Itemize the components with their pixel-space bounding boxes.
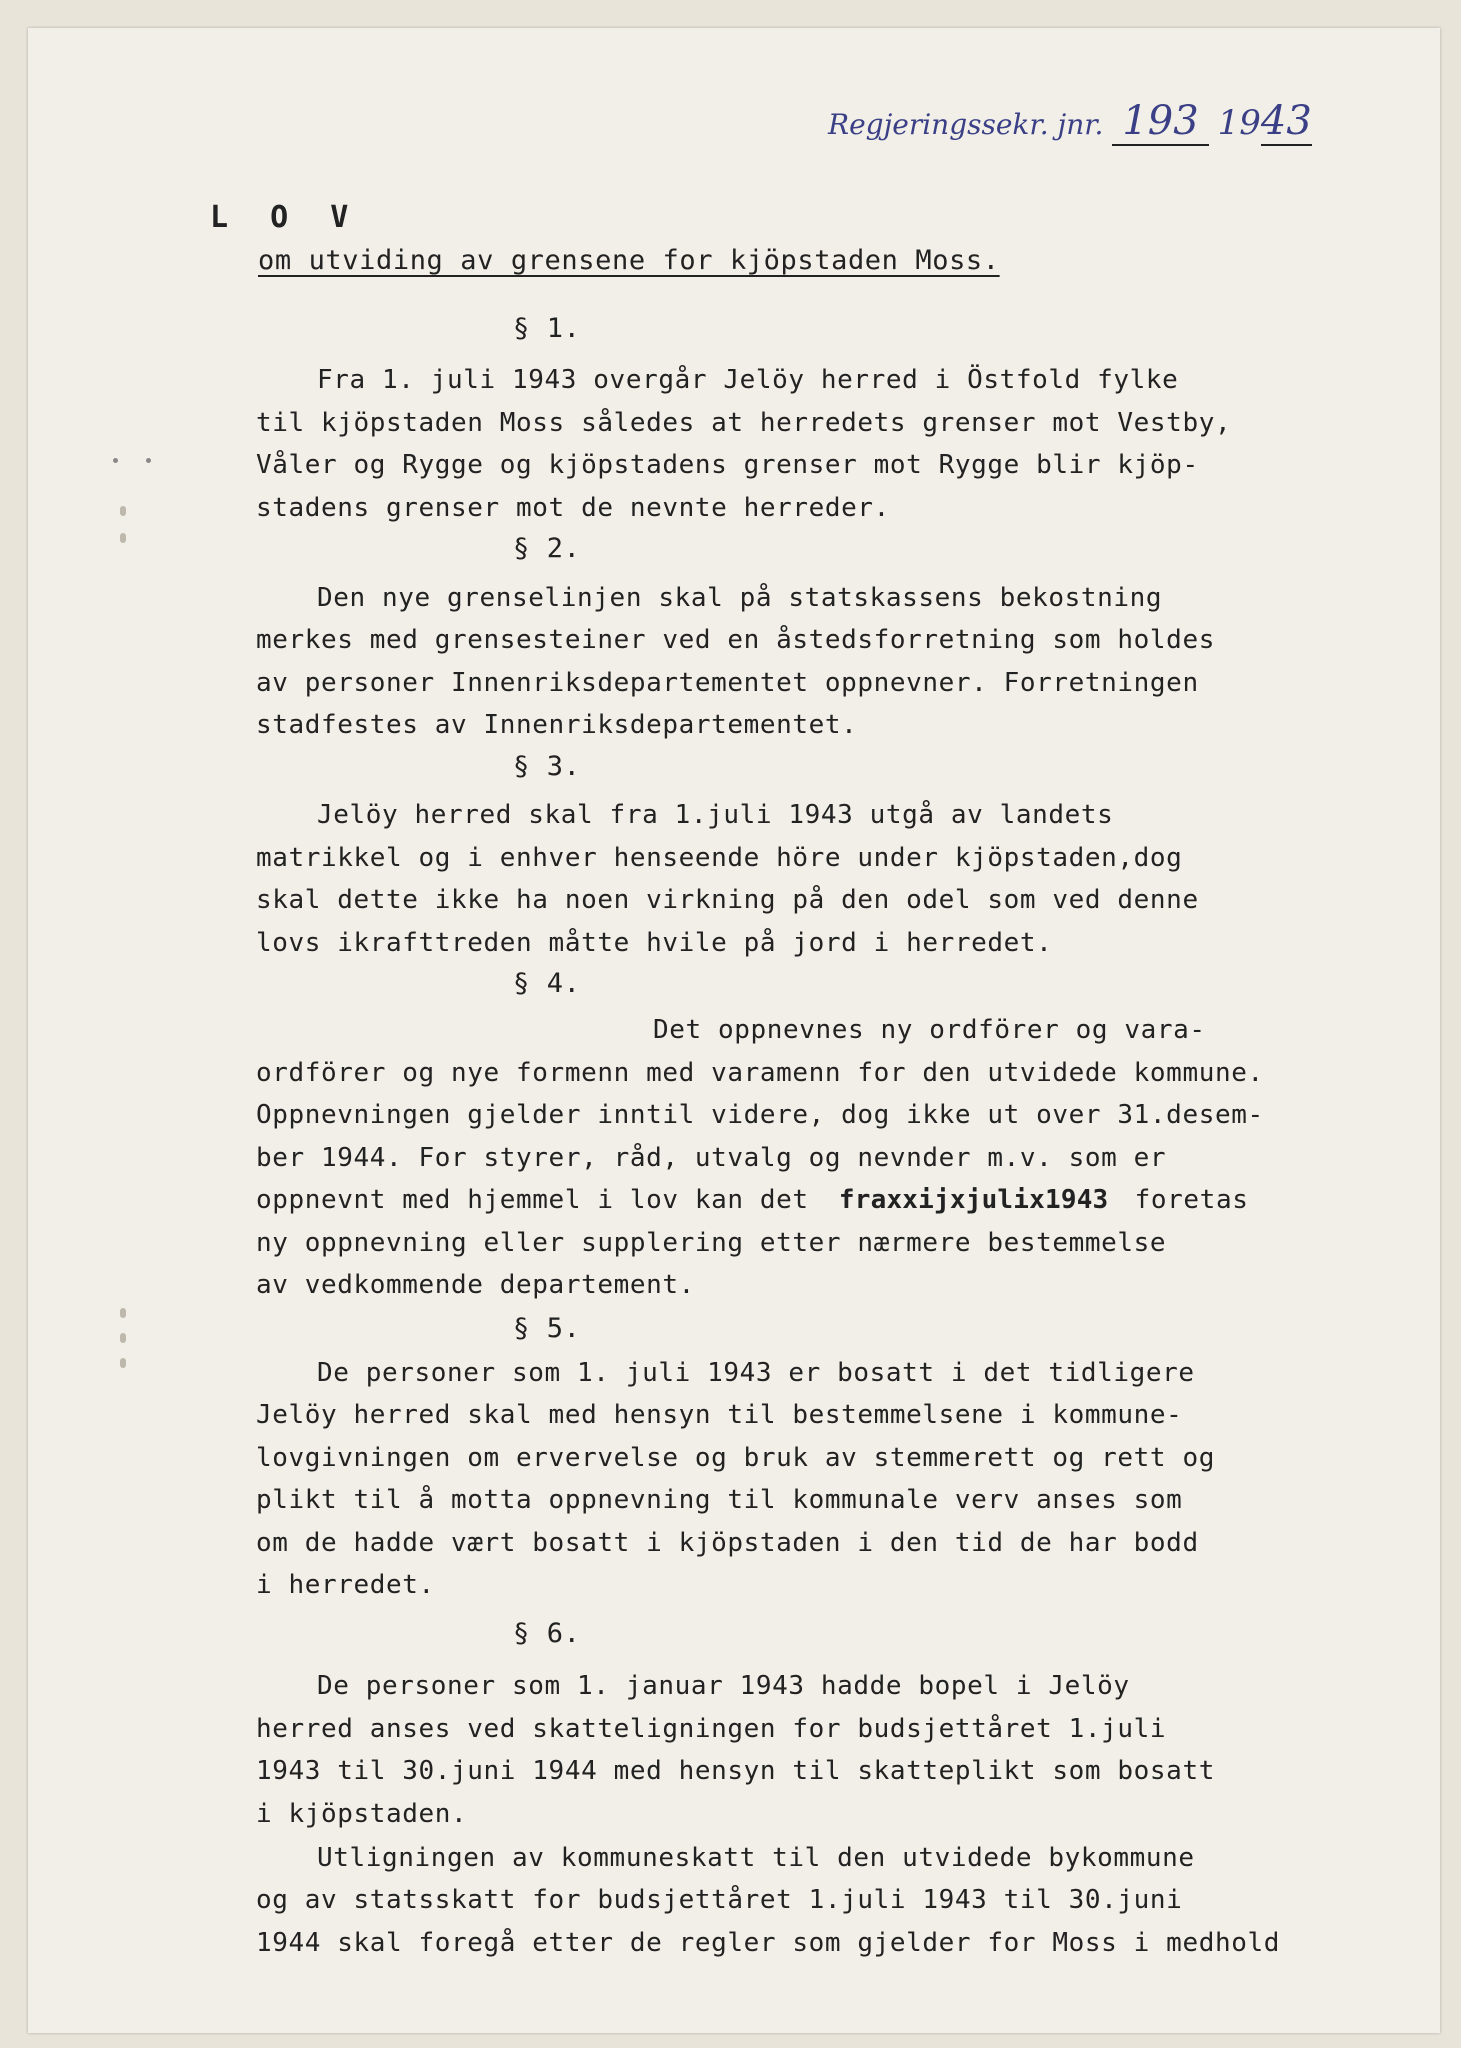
section-heading: § 1. [513,313,581,344]
document-subtitle: om utviding av grensene for kjöpstaden Moss. [258,245,1000,276]
punch-mark [120,1333,126,1343]
text-line: til kjöpstaden Moss således at herredets grenser mot Vestby, [256,408,1232,438]
journal-number: 193 [1112,98,1208,146]
text-line: 1944 skal foregå etter de regler som gjelder for Moss i medhold [256,1928,1280,1958]
text-line: stadens grenser mot de nevnte herreder. [256,493,890,523]
text-line: Jelöy herred skal med hensyn til bestemmelsene i kommune- [256,1400,1183,1430]
journal-year-prefix: 19 [1217,103,1261,143]
text-line: lovs ikrafttreden måtte hvile på jord i herredet. [256,928,1053,958]
text-line: Det oppnevnes ny ordförer og vara- [653,1015,1206,1045]
text-line: De personer som 1. juli 1943 er bosatt i det tidligere [317,1358,1195,1388]
text-line: Jelöy herred skal fra 1.juli 1943 utgå av landets [317,800,1114,830]
text-line: plikt til å motta oppnevning til kommunale verv anses som [256,1485,1183,1515]
section-heading: § 3. [513,751,581,782]
text-line: skal dette ikke ha noen virkning på den odel som ved denne [256,885,1199,915]
text-line: i kjöpstaden. [256,1799,468,1829]
text-line: Våler og Rygge og kjöpstadens grenser mot Rygge blir kjöp- [256,450,1199,480]
section-heading: § 6. [513,1618,581,1649]
text-line: av personer Innenriksdepartementet oppnevner. Forretningen [256,668,1199,698]
text-line: herred anses ved skatteligningen for budsjettåret 1.juli [256,1714,1167,1744]
text-line [256,1185,1248,1215]
text-fragment: foretas [1134,1185,1249,1215]
text-line: Fra 1. juli 1943 overgår Jelöy herred i Östfold fylke [317,365,1179,395]
section-heading: § 5. [513,1313,581,1344]
text-line: Utligningen av kommuneskatt til den utvidede bykommune [317,1843,1195,1873]
section-heading: § 2. [513,533,581,564]
text-line: og av statsskatt for budsjettåret 1.juli 1943 til 30.juni [256,1885,1183,1915]
text-line: De personer som 1. januar 1943 hadde bopel i Jelöy [317,1671,1130,1701]
journal-stamp [828,98,1312,146]
section-heading: § 4. [513,968,581,999]
text-line: om de hadde vært bosatt i kjöpstaden i den tid de har bodd [256,1528,1199,1558]
text-line: merkes med grensesteiner ved en åstedsforretning som holdes [256,625,1215,655]
text-line: lovgivningen om ervervelse og bruk av stemmerett og rett og [256,1443,1215,1473]
text-line: 1943 til 30.juni 1944 med hensyn til skatteplikt som bosatt [256,1756,1215,1786]
text-line: Den nye grenselinjen skal på statskassens bekostning [317,583,1163,613]
margin-dot [113,458,118,463]
typed-over-text: fraxxijxjulix1943 [838,1185,1109,1215]
document-title: L O V [210,200,361,235]
margin-dot [146,458,151,463]
text-line: av vedkommende departement. [256,1270,695,1300]
text-line: matrikkel og i enhver henseende höre under kjöpstaden,dog [256,843,1183,873]
journal-label: Regjeringssekr. jnr. [828,108,1104,141]
text-line: ordförer og nye formenn med varamenn for den utvidede kommune. [256,1058,1264,1088]
text-line: i herredet. [256,1570,435,1600]
document-page [28,28,1440,2033]
text-fragment: oppnevnt med hjemmel i lov kan det [256,1185,809,1215]
punch-mark [120,1358,126,1368]
text-line: ny oppnevning eller supplering etter nærmere bestemmelse [256,1228,1167,1258]
punch-mark [120,1308,126,1318]
journal-year-suffix: 43 [1260,98,1312,144]
punch-mark [120,506,126,516]
text-line: stadfestes av Innenriksdepartementet. [256,710,858,740]
text-line: Oppnevningen gjelder inntil videre, dog ikke ut over 31.desem- [256,1100,1264,1130]
text-line: ber 1944. For styrer, råd, utvalg og nevnder m.v. som er [256,1143,1167,1173]
punch-mark [120,533,126,543]
